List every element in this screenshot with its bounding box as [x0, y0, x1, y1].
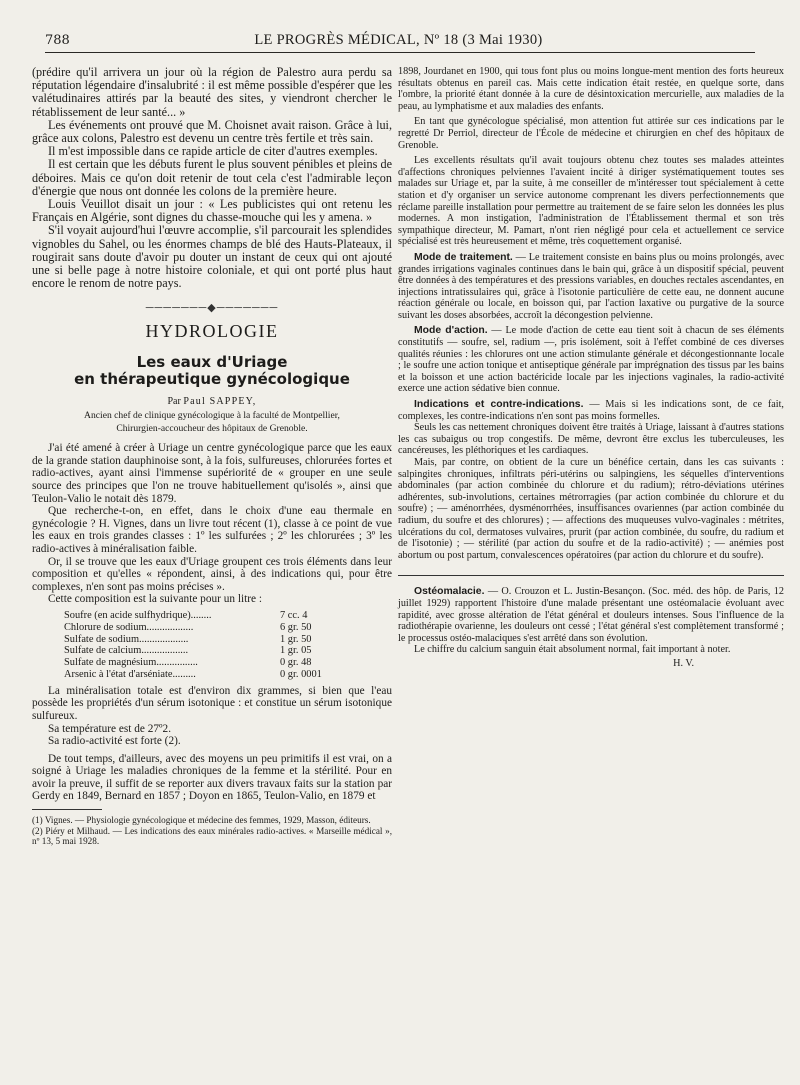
- paragraph: Il m'est impossible dans ce rapide article de citer d'autres exemples.: [48, 144, 378, 159]
- byline-prefix: Par: [167, 395, 184, 407]
- article-title-line1: Les eaux d'Uriage: [136, 352, 288, 371]
- paragraph: Sa radio-activité est forte (2).: [48, 735, 181, 748]
- paragraph: [398, 325, 784, 395]
- substance: Soufre (en acide sulfhydrique)........: [64, 609, 212, 621]
- journal-title: LE PROGRÈS MÉDICAL, Nº 18 (3 Mai 1930): [254, 32, 543, 48]
- author-name: Paul SAPPEY,: [183, 395, 257, 407]
- footnote-2: (2) Piéry et Milhaud. — Les indications des eaux minérales radio-actives. « Marseille médical », nº 13, 5 mai 1928.: [32, 825, 392, 847]
- composition-row: [64, 645, 392, 657]
- amount: 1 gr. 05: [280, 645, 312, 657]
- amount: 6 gr. 50: [280, 621, 312, 633]
- footnote-rule: [32, 809, 102, 810]
- paragraph: J'ai été amené à créer à Uriage un centre gynécologique parce que les eaux de la grande station dauphinoise sont, à la fois, sulfureuses, chlorurées fortes et radio-actives, ayant ainsi l'immense supériorité de « grouper en une seule source des principes que l'on ne trouve habituellement qu'isolés », ainsi que Teulon-Valio le notait dès 1879.: [32, 442, 392, 505]
- substance: Sulfate de magnésium................: [64, 657, 198, 669]
- paragraph: 1898, Jourdanet en 1900, qui tous font plus ou moins longue-ment mention des forts heureux résultats obtenus en pareil cas. Mais cette indication était restée, en quelque sorte, dans l'ombre, la priorité étant donnée à la cure de désintoxication mercurielle, aux maladies de la peau, au lymphatisme et aux maladies des enfants.: [398, 66, 784, 112]
- amount: 0 gr. 0001: [280, 668, 322, 680]
- paragraph: La minéralisation totale est d'environ dix grammes, si bien que l'eau possède les propriétés d'un sérum isotonique : et constitue un sérum isotonique sulfureux.: [32, 684, 392, 722]
- composition-row: [64, 669, 392, 681]
- subheading: Ostéomalacie.: [414, 586, 485, 598]
- paragraph: Le chiffre du calcium sanguin était absolument normal, fait important à noter.: [414, 644, 731, 656]
- right-column: [398, 66, 784, 670]
- paragraph: Cette composition est la suivante pour un litre :: [48, 593, 262, 606]
- paragraph: (prédire qu'il arrivera un jour où la région de Palestro aura perdu sa réputation légendaire d'insalubrité : il est même possible d'espérer que les valétudinaires attirés par la beauté des sites, y viendront chercher le rétablissement de leur santé... »: [32, 65, 392, 119]
- paragraph-text: — Mais si les indications sont, de ce fait, complexes, les contre-indications n'en sont pas moins formelles.: [398, 399, 784, 422]
- article-title-line2: en thérapeutique gynécologique: [74, 369, 350, 388]
- left-column: [32, 66, 392, 847]
- paragraph-text: — O. Crouzon et L. Justin-Besançon. (Soc. méd. des hôp. de Paris, 12 juillet 1929) rapportent l'histoire d'une malade présentant une ostéomalacie évoluant avec rapidité, avec grosse altération de l'état général et douleurs intenses. Sous l'influence de la radiothérapie ovarienne, les douleurs ont cessé ; l'état général s'est complètement transformé ; le processus ostéo-malaciques s'est arrêté dans son évolution.: [398, 586, 784, 644]
- signature-initials: H. V.: [673, 657, 694, 669]
- paragraph: Que recherche-t-on, en effet, dans le choix d'une eau thermale en gynécologie ? H. Vignes, dans un livre tout récent (1), classe à ce point de vue les eaux en trois grandes classes : 1º les sulfurées ; 2º les chlorurées ; 3º les radio-actives à minéralisation faible.: [32, 505, 392, 555]
- paragraph: En tant que gynécologue spécialisé, mon attention fut attirée sur ces indications par le regretté Dr Perriol, directeur de l'École de médecine et chirurgien en chef des hôpitaux de Grenoble.: [398, 116, 784, 151]
- composition-row: [64, 657, 392, 669]
- paragraph: Sa température est de 27º2.: [48, 722, 172, 735]
- author-affiliation-1: Ancien chef de clinique gynécologique à la faculté de Montpellier,: [84, 410, 340, 422]
- amount: 0 gr. 48: [280, 657, 312, 669]
- paragraph: De tout temps, d'ailleurs, avec des moyens un peu primitifs il est vrai, on a soigné à Uriage les maladies chroniques de la femme et la stérilité. Pour en avoir la preuve, il suffit de se reporter aux divers travaux faits sur la station par Gerdy en 1849, Bernard en 1857 ; Doyon en 1865, Teulon-Valio, en 1879 et: [32, 752, 392, 803]
- subheading: Indications et contre-indications.: [414, 399, 584, 411]
- byline: [32, 396, 392, 409]
- paragraph: Louis Veuillot disait un jour : « Les publicistes qui ont retenu les Français en Algérie, sont dignes du chasse-mouche qui les y amena. »: [32, 197, 392, 225]
- paragraph: Les excellents résultats qu'il avait toujours obtenu chez toutes ses malades atteintes d'affections chroniques pelviennes l'avaient incité à diriger systématiquement toutes ses malades sur Uriage et, par la suite, à me conseiller de m'intéresser tout spécialement à cette station et d'y organiser un service autonome comprenant les divers perfectionnements que réclame pareille installation pour permettre au traitement de se faire selon les données les plus modernes. A mon instigation, l'administration de l'Établissement thermal et son très sympathique directeur, M. Pamart, n'ont rien négligé pour cela et actuellement ce service spécialisé est très heureusement et même, très coquettement organisé.: [398, 155, 784, 248]
- paragraph: S'il voyait aujourd'hui l'œuvre accomplie, s'il parcourait les splendides vignobles du Sahel, ou les énormes champs de blé des Hauts-Plateaux, il rougirait sans doute d'avoir pu douter un instant de ceux qui ont ajouté une si belle page à notre histoire coloniale, et qui ont porté plus haut encore le renom de notre pays.: [32, 223, 392, 291]
- subheading: Mode de traitement.: [414, 251, 513, 263]
- paragraph-text: — Le mode d'action de cette eau tient soit à chacun de ses éléments constitutifs — soufre, sel, radium —, pris isolément, soit à l'effet combiné de ces diverses qualités réunies : les chlorures ont une action stimulante générale et décongestionnante locale ; le soufre une action tonique et antiseptique générale par imprégnation des tissus par les bains et la boisson et une action bactéricide locale par les injections vaginales, la radio-activité exerce une action sédative bien connue.: [398, 325, 784, 395]
- substance: Sulfate de sodium...................: [64, 633, 189, 645]
- composition-row: [64, 610, 392, 622]
- section-heading: HYDROLOGIE: [145, 321, 279, 342]
- amount: 7 cc. 4: [280, 609, 308, 621]
- page-number: 788: [45, 33, 70, 48]
- substance: Arsenic à l'état d'arséniate.........: [64, 668, 196, 680]
- footnote-1: (1) Vignes. — Physiologie gynécologique et médecine des femmes, 1929, Masson, éditeurs.: [32, 815, 371, 826]
- composition-row: [64, 634, 392, 646]
- paragraph: Il est certain que les débuts furent le plus souvent pénibles et pleins de déboires. Mais ce qu'on doit retenir de tout cela c'est l'admirable leçon d'énergie que nous ont donnée les colons de la première heure.: [32, 157, 392, 198]
- author-affiliation-2: Chirurgien-accoucheur des hôpitaux de Grenoble.: [116, 423, 308, 435]
- paragraph: [398, 252, 784, 322]
- paragraph: [398, 399, 784, 422]
- paragraph: Les événements ont prouvé que M. Choisnet avait raison. Grâce à lui, grâce aux colons, Palestro est devenu un centre très fertile et très sain.: [32, 117, 392, 146]
- paragraph: Seuls les cas nettement chroniques doivent être traités à Uriage, laissant à d'autres stations les cas subaigus ou trop congestifs. De même, devront être exclus les tuberculeuses, les cancéreuses, les pléthoriques et les cardiaques.: [398, 422, 784, 457]
- paragraph: Mais, par contre, on obtient de la cure un bénéfice certain, dans les cas suivants : salpingites chroniques, infiltrats péri-utérins ou salpingiens, les séquelles d'interventions abdominales (par action combinée du chlorure et du radium); rétro-déviations utérines adhérentes, sub-involutions, certaines métrorragies (par action combinée du chlorure et du soufre) ; — aménorrhées, dysménorrhées, insuffisances ovariennes (par action combinée du radium, du soufre et des chlorures) ; — affections des muqueuses vulvo-vaginales : métrites, ulcérations du col, dermatoses vulvaires, prurit (par action combinée, du soufre, du radium et de l'isotonie) ; — stérilité (par action du soufre et de la radio-activité) ; — anémies post abortum ou post partum, convalescences opératoires (par action du chlorure et du soufre).: [398, 457, 784, 561]
- page-header: [45, 32, 755, 53]
- subheading: Mode d'action.: [414, 325, 488, 337]
- composition-row: [64, 622, 392, 634]
- substance: Chlorure de sodium..................: [64, 621, 194, 633]
- substance: Sulfate de calcium..................: [64, 645, 189, 657]
- amount: 1 gr. 50: [280, 633, 312, 645]
- paragraph: [398, 586, 784, 644]
- composition-table: [64, 610, 392, 681]
- section-ornament: ───────◆───────: [145, 302, 279, 315]
- paragraph: Or, il se trouve que les eaux d'Uriage groupent ces trois éléments dans leur composition et qu'elles « répondent, ainsi, à des indications qui, pour être complexes, n'en sont pas moins précises ».: [32, 555, 392, 593]
- paragraph-text: — Le traitement consiste en bains plus ou moins prolongés, avec grandes irrigations vaginales continues dans le bain qui, grâce à un dispositif spécial, peuvent être données à des températures et des pressions variables, en douches rectales ascendantes, en injections intratissulaires qui, grâce à l'isotonie particulière de cette eau, ne donnent aucune réaction générale ou locale, en boisson qui, par l'action laxative ou purgative de la source suivant les doses absorbées, accroît la décongestion pelvienne.: [398, 251, 784, 321]
- article-separator: [398, 575, 784, 576]
